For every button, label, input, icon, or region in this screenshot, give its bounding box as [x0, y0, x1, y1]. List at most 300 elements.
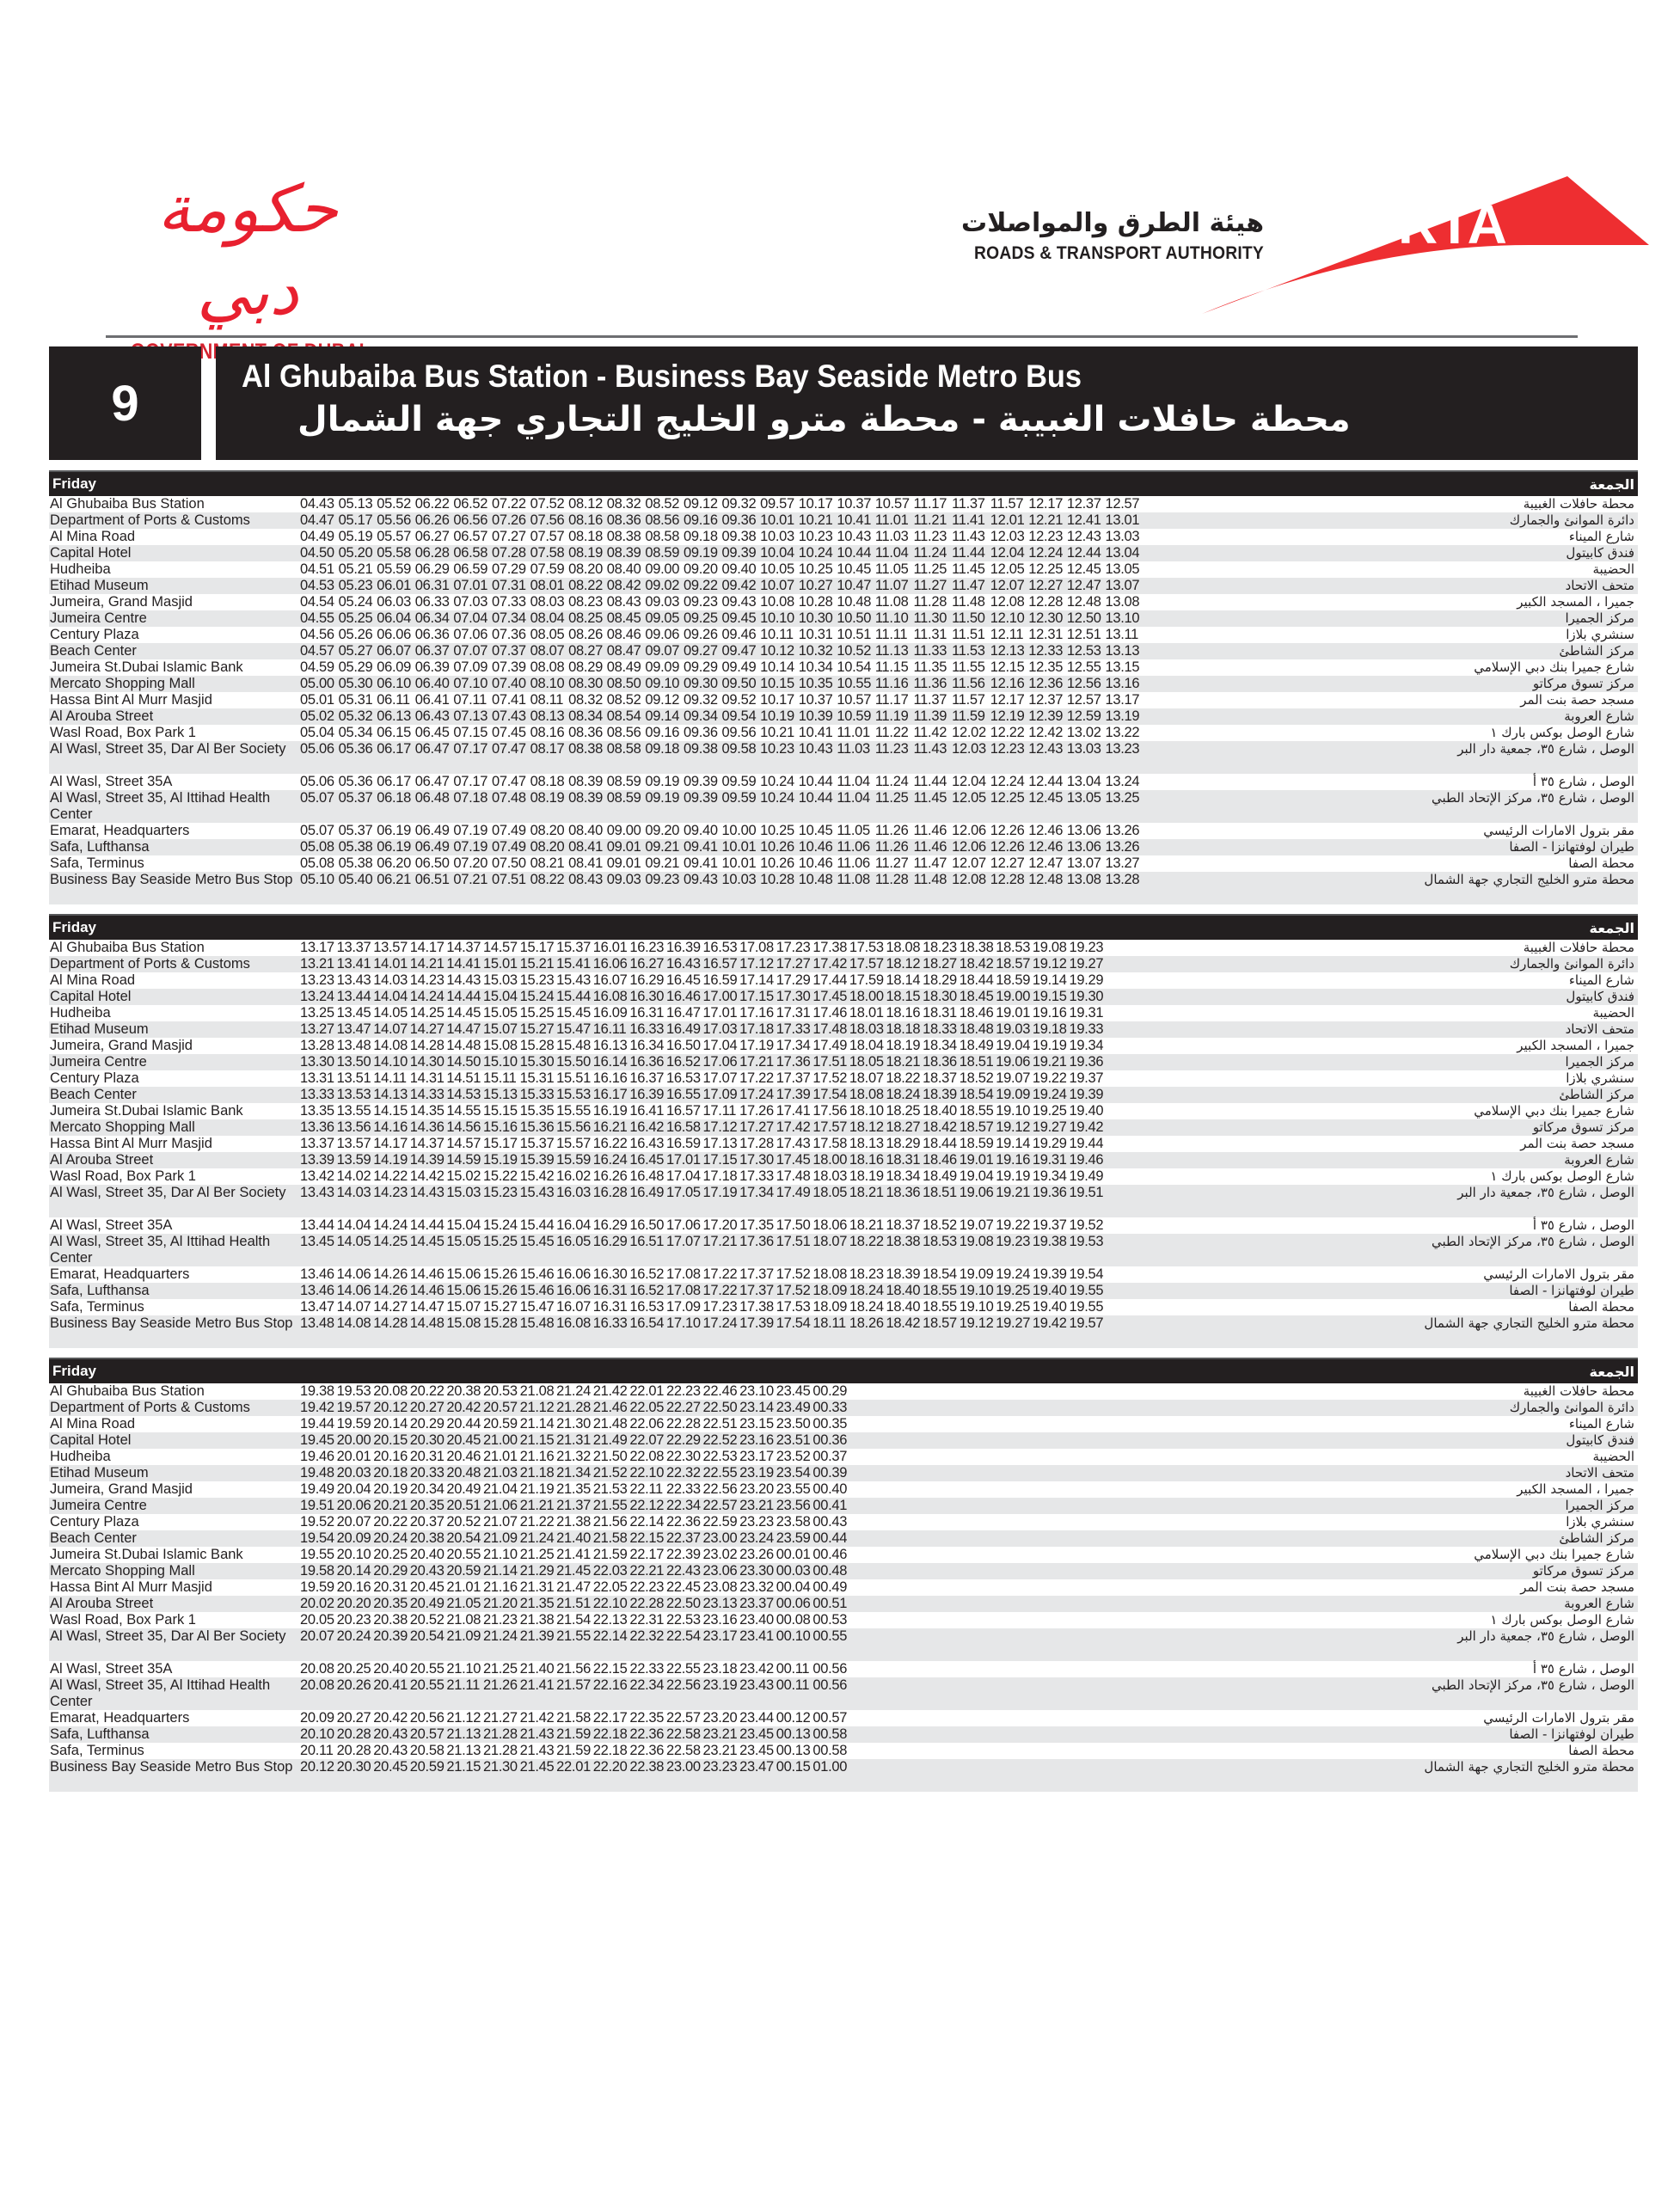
departure-time: 21.24 [482, 1628, 518, 1644]
departure-time: 16.37 [629, 1070, 665, 1086]
departure-time: 15.27 [482, 1299, 518, 1315]
departure-time: 06.33 [414, 594, 450, 610]
stop-name-english: Department of Ports & Customs [50, 512, 250, 528]
departure-time: 17.23 [776, 940, 811, 955]
stop-name-english: Al Wasl, Street 35, Dar Al Ber Society [50, 1628, 286, 1644]
departure-time: 15.43 [519, 1185, 555, 1200]
departure-times [300, 1498, 849, 1514]
departure-time: 08.19 [568, 545, 603, 561]
departure-time: 07.26 [491, 512, 526, 528]
departure-time: 06.52 [453, 496, 488, 512]
departure-time: 13.50 [336, 1054, 371, 1070]
departure-time: 19.44 [300, 1416, 334, 1432]
departure-time: 12.08 [952, 872, 986, 887]
departure-time: 21.01 [482, 1449, 518, 1464]
departure-time: 11.05 [837, 823, 870, 838]
departure-time: 23.37 [739, 1596, 774, 1611]
departure-time: 22.01 [556, 1759, 591, 1775]
departure-time: 21.40 [556, 1530, 591, 1546]
departure-time: 17.51 [776, 1234, 811, 1249]
departure-time: 20.57 [409, 1726, 445, 1742]
departure-time: 11.19 [874, 708, 909, 724]
departure-time: 14.07 [336, 1299, 371, 1315]
departure-time: 20.53 [482, 1383, 518, 1399]
departure-time: 17.57 [812, 1119, 848, 1135]
stop-name-arabic: شارع العروبة [1564, 1152, 1634, 1168]
departure-time: 08.52 [606, 692, 641, 708]
departure-time: 13.23 [300, 972, 334, 988]
departure-time: 22.16 [592, 1677, 628, 1693]
departure-time: 16.45 [629, 1152, 665, 1168]
stop-name-arabic: مركز تسوق مركاتو [1532, 1563, 1634, 1579]
stop-name-english: Jumeira St.Dubai Islamic Bank [50, 659, 243, 675]
departure-times [300, 1530, 849, 1547]
departure-time: 15.23 [482, 1185, 518, 1200]
stop-name-arabic: محطة حافلات الغبيبة [1523, 940, 1634, 955]
departure-time: 22.56 [702, 1481, 738, 1497]
departure-time: 06.20 [377, 855, 411, 871]
departure-time: 13.15 [1105, 659, 1140, 675]
departure-time: 18.22 [849, 1234, 884, 1249]
departure-time: 21.38 [556, 1514, 591, 1530]
departure-time: 17.09 [702, 1087, 738, 1102]
departure-time: 08.19 [530, 790, 565, 806]
departure-time: 06.21 [377, 872, 411, 887]
departure-time: 08.20 [530, 823, 565, 838]
table-row [49, 855, 1638, 872]
table-row [49, 1087, 1638, 1103]
departure-time: 05.17 [338, 512, 373, 528]
departure-time: 08.56 [606, 725, 641, 740]
departure-time: 17.10 [665, 1315, 701, 1331]
departure-times [300, 1266, 1106, 1283]
departure-time: 19.44 [1069, 1136, 1104, 1151]
stop-name-english: Hudheiba [50, 1449, 111, 1464]
departure-time: 08.13 [530, 708, 565, 724]
departure-time: 16.16 [592, 1070, 628, 1086]
departure-time: 19.03 [996, 1021, 1031, 1037]
departure-times [300, 1579, 849, 1596]
departure-time: 08.59 [645, 545, 680, 561]
departure-time: 00.13 [776, 1743, 811, 1758]
departure-time: 19.25 [1032, 1103, 1067, 1119]
departure-time: 01.00 [812, 1759, 848, 1775]
departure-time: 16.49 [665, 1021, 701, 1037]
departure-time: 19.31 [1032, 1152, 1067, 1168]
departure-time: 09.03 [606, 872, 641, 887]
page-header [0, 0, 1680, 344]
departure-time: 23.45 [739, 1743, 774, 1758]
stop-name-english: Jumeira Centre [50, 1054, 147, 1070]
stop-name-arabic: شارع الوصل بوكس بارك ١ [1490, 1168, 1634, 1184]
departure-time: 08.29 [568, 659, 603, 675]
departure-time: 12.45 [1066, 561, 1101, 577]
departure-time: 21.42 [519, 1710, 555, 1726]
departure-time: 10.01 [721, 839, 757, 855]
departure-time: 20.51 [446, 1498, 481, 1513]
departure-time: 20.43 [373, 1726, 408, 1742]
departure-time: 19.25 [996, 1299, 1031, 1315]
departure-time: 05.10 [300, 872, 334, 887]
departure-time: 21.13 [446, 1743, 481, 1758]
departure-time: 08.32 [568, 692, 603, 708]
table-row [49, 708, 1638, 725]
stop-name-arabic: شارع العروبة [1564, 1596, 1634, 1611]
table-row [49, 1217, 1638, 1234]
departure-time: 07.52 [530, 496, 565, 512]
departure-time: 14.47 [409, 1299, 445, 1315]
departure-time: 05.21 [338, 561, 373, 577]
departure-time: 18.52 [923, 1217, 957, 1233]
stop-name-english: Century Plaza [50, 627, 139, 642]
departure-time: 00.11 [776, 1661, 810, 1677]
departure-time: 00.43 [812, 1514, 848, 1530]
departure-time: 14.44 [446, 989, 481, 1004]
departure-time: 05.25 [338, 610, 373, 626]
stop-name-english: Jumeira Centre [50, 1498, 147, 1513]
departure-time: 15.25 [482, 1234, 518, 1249]
departure-time: 12.31 [1028, 627, 1064, 642]
departure-time: 15.51 [556, 1070, 591, 1086]
departure-time: 18.08 [812, 1266, 848, 1282]
stop-name-arabic: شارع جميرا بنك دبي الإسلامي [1474, 1547, 1634, 1562]
departure-time: 16.52 [665, 1054, 701, 1070]
departure-time: 19.45 [300, 1432, 334, 1448]
departure-time: 15.59 [556, 1152, 591, 1168]
departure-time: 11.05 [874, 561, 909, 577]
departure-time: 17.37 [776, 1070, 811, 1086]
departure-time: 11.44 [913, 774, 947, 789]
stop-name-english: Wasl Road, Box Park 1 [50, 725, 196, 740]
departure-time: 13.05 [1105, 561, 1140, 577]
departure-time: 19.53 [336, 1383, 371, 1399]
departure-time: 18.05 [812, 1185, 848, 1200]
departure-time: 19.53 [1069, 1234, 1104, 1249]
departure-time: 10.28 [760, 872, 794, 887]
departure-times [300, 1759, 849, 1792]
departure-time: 15.23 [519, 972, 555, 988]
departure-time: 07.01 [453, 578, 488, 593]
departure-time: 12.56 [1066, 676, 1101, 691]
departure-time: 18.45 [959, 989, 994, 1004]
departure-time: 16.52 [629, 1266, 665, 1282]
stop-name-english: Safa, Lufthansa [50, 839, 150, 855]
departure-time: 20.39 [373, 1628, 408, 1644]
departure-time: 13.53 [336, 1087, 371, 1102]
departure-time: 21.24 [556, 1383, 591, 1399]
stop-name-english: Jumeira St.Dubai Islamic Bank [50, 1103, 243, 1119]
departure-time: 17.57 [849, 956, 884, 972]
departure-time: 21.45 [519, 1759, 555, 1775]
departure-time: 12.46 [1028, 839, 1064, 855]
departure-time: 17.42 [812, 956, 848, 972]
departure-time: 16.46 [665, 989, 701, 1004]
departure-time: 20.54 [409, 1628, 445, 1644]
departure-time: 09.00 [606, 823, 641, 838]
departure-time: 14.45 [409, 1234, 445, 1249]
departure-time: 16.30 [629, 989, 665, 1004]
departure-time: 23.45 [739, 1726, 774, 1742]
departure-time: 08.08 [530, 659, 565, 675]
departure-time: 14.11 [373, 1070, 407, 1086]
stop-name-arabic: مركز تسوق مركاتو [1532, 676, 1634, 691]
departure-time: 18.31 [886, 1152, 921, 1168]
departure-time: 08.59 [606, 774, 641, 789]
departure-time: 06.29 [414, 561, 450, 577]
departure-time: 21.08 [519, 1383, 555, 1399]
departure-time: 13.42 [300, 1168, 334, 1184]
departure-time: 18.25 [886, 1103, 921, 1119]
departure-times [300, 561, 1144, 578]
departure-time: 18.55 [923, 1283, 957, 1298]
departure-time: 06.01 [377, 578, 411, 593]
stop-name-english: Emarat, Headquarters [50, 1266, 190, 1282]
departure-time: 22.17 [592, 1710, 628, 1726]
departure-time: 14.16 [373, 1119, 408, 1135]
departure-time: 22.15 [629, 1530, 665, 1546]
departure-time: 19.39 [1032, 1266, 1067, 1282]
departure-time: 13.06 [1066, 823, 1101, 838]
departure-time: 12.30 [1028, 610, 1064, 626]
departure-time: 15.37 [556, 940, 591, 955]
departure-time: 19.39 [1069, 1087, 1104, 1102]
departure-times [300, 1315, 1106, 1348]
departure-time: 20.48 [446, 1465, 481, 1481]
departure-time: 18.08 [886, 940, 921, 955]
stop-name-english: Al Arouba Street [50, 1596, 154, 1611]
departure-time: 22.10 [629, 1465, 665, 1481]
departure-time: 08.27 [568, 643, 603, 659]
departure-time: 06.06 [377, 627, 411, 642]
departure-time: 23.49 [776, 1400, 811, 1415]
departure-time: 18.48 [959, 1021, 994, 1037]
departure-time: 19.42 [1069, 1119, 1104, 1135]
departure-time: 12.57 [1105, 496, 1140, 512]
timetable-friday-afternoon [49, 914, 1638, 1348]
departure-time: 18.12 [886, 956, 921, 972]
departure-time: 22.45 [665, 1579, 701, 1595]
departure-time: 08.01 [530, 578, 565, 593]
departure-time: 14.30 [409, 1054, 445, 1070]
departure-time: 18.53 [923, 1234, 957, 1249]
departure-time: 18.39 [923, 1087, 957, 1102]
departure-time: 17.09 [665, 1299, 701, 1315]
departure-time: 16.36 [629, 1054, 665, 1070]
departure-time: 07.20 [453, 855, 488, 871]
stop-name-arabic: جميرا ، المسجد الكبير [1517, 594, 1634, 610]
departure-time: 12.23 [990, 741, 1025, 757]
departure-time: 14.43 [446, 972, 481, 988]
departure-time: 10.50 [837, 610, 872, 626]
departure-time: 12.33 [1028, 643, 1064, 659]
departure-time: 18.26 [849, 1315, 884, 1331]
departure-time: 12.37 [1066, 496, 1101, 512]
departure-time: 09.01 [606, 855, 641, 871]
departure-time: 09.43 [683, 872, 718, 887]
departure-time: 07.19 [453, 839, 488, 855]
departure-time: 15.19 [482, 1152, 518, 1168]
departure-time: 18.31 [923, 1005, 957, 1021]
departure-time: 06.50 [414, 855, 450, 871]
departure-time: 10.26 [760, 855, 794, 871]
stop-name-english: Capital Hotel [50, 1432, 132, 1448]
departure-time: 23.54 [776, 1465, 811, 1481]
table-row [49, 1432, 1638, 1449]
stop-name-arabic: طيران لوفتهانزا - الصفا [1509, 1726, 1634, 1742]
departure-time: 20.08 [300, 1661, 334, 1677]
departure-time: 21.12 [446, 1710, 481, 1726]
departure-time: 18.29 [886, 1136, 921, 1151]
departure-time: 18.44 [959, 972, 994, 988]
departure-time: 09.10 [645, 676, 680, 691]
stop-name-arabic: محطة الصفا [1568, 1299, 1634, 1315]
departure-time: 21.51 [556, 1596, 591, 1611]
departure-time: 06.04 [377, 610, 411, 626]
departure-time: 11.46 [913, 839, 947, 855]
departure-time: 20.55 [409, 1677, 445, 1693]
departure-time: 05.02 [300, 708, 334, 724]
stop-name-arabic: سنشري بلازا [1566, 1070, 1634, 1086]
departure-time: 07.50 [491, 855, 526, 871]
departure-time: 09.27 [683, 643, 718, 659]
departure-times [300, 790, 1144, 823]
route-title-arabic: محطة حافلات الغبيبة - محطة مترو الخليج التجاري جهة الشمال [297, 400, 1351, 439]
departure-time: 10.21 [798, 512, 833, 528]
departure-time: 11.28 [874, 872, 909, 887]
departure-time: 21.54 [556, 1612, 591, 1628]
departure-time: 20.43 [409, 1563, 445, 1579]
departure-time: 22.59 [702, 1514, 738, 1530]
departure-times [300, 1103, 1106, 1119]
departure-times [300, 823, 1144, 839]
departure-time: 05.36 [338, 741, 373, 757]
departure-time: 15.24 [482, 1217, 518, 1233]
departure-time: 21.49 [592, 1432, 628, 1448]
departure-time: 15.15 [482, 1103, 518, 1119]
departure-time: 09.52 [721, 692, 757, 708]
departure-time: 12.15 [990, 659, 1025, 675]
departure-time: 22.27 [665, 1400, 701, 1415]
departure-time: 07.51 [491, 872, 526, 887]
departure-time: 21.58 [592, 1530, 628, 1546]
table-row [49, 1710, 1638, 1726]
departure-time: 17.58 [812, 1136, 848, 1151]
departure-time: 10.17 [798, 496, 833, 512]
departure-time: 11.57 [990, 496, 1024, 512]
departure-time: 20.59 [482, 1416, 518, 1432]
departure-time: 21.01 [446, 1579, 481, 1595]
departure-times [300, 708, 1144, 725]
departure-times [300, 872, 1144, 904]
departure-time: 17.39 [776, 1087, 811, 1102]
departure-time: 22.03 [592, 1563, 628, 1579]
departure-time: 18.46 [923, 1152, 957, 1168]
stop-name-english: Etihad Museum [50, 1021, 149, 1037]
departure-time: 06.19 [377, 839, 411, 855]
departure-time: 14.08 [336, 1315, 371, 1331]
departure-time: 05.08 [300, 855, 334, 871]
departure-time: 12.26 [990, 839, 1025, 855]
stop-name-arabic: شارع الوصل بوكس بارك ١ [1490, 725, 1634, 740]
departure-time: 09.16 [683, 512, 718, 528]
stop-name-arabic: شارع الميناء [1568, 1416, 1634, 1432]
departure-time: 09.46 [721, 627, 757, 642]
departure-time: 14.48 [446, 1038, 481, 1053]
departure-time: 08.04 [530, 610, 565, 626]
day-label-english: Friday [52, 1363, 97, 1379]
table-row [49, 545, 1638, 561]
departure-time: 12.39 [1028, 708, 1064, 724]
departure-times [300, 1168, 1106, 1185]
departure-time: 09.19 [645, 790, 680, 806]
departure-time: 18.04 [849, 1038, 884, 1053]
departure-time: 20.35 [373, 1596, 408, 1611]
departure-time: 08.34 [568, 708, 603, 724]
stop-name-english: Al Wasl, Street 35, Dar Al Ber Society [50, 1185, 286, 1200]
departure-time: 06.47 [414, 741, 450, 757]
departure-time: 05.37 [338, 823, 373, 838]
departure-time: 11.56 [952, 676, 985, 691]
departure-time: 11.48 [913, 872, 947, 887]
departure-time: 19.15 [1032, 989, 1067, 1004]
departure-time: 10.25 [760, 823, 794, 838]
departure-time: 09.38 [683, 741, 718, 757]
departure-time: 05.08 [300, 839, 334, 855]
departure-time: 21.18 [519, 1465, 555, 1481]
departure-time: 21.41 [519, 1677, 555, 1693]
departure-time: 15.42 [519, 1168, 555, 1184]
departure-time: 08.22 [568, 578, 603, 593]
departure-time: 12.55 [1066, 659, 1101, 675]
departure-times [300, 1234, 1106, 1266]
departure-time: 17.59 [849, 972, 884, 988]
departure-time: 23.23 [739, 1514, 774, 1530]
departure-time: 08.12 [568, 496, 603, 512]
departure-time: 12.53 [1066, 643, 1101, 659]
departure-time: 11.46 [913, 823, 947, 838]
departure-time: 16.08 [556, 1315, 591, 1331]
departure-time: 00.15 [776, 1759, 811, 1775]
stop-name-english: Al Wasl, Street 35A [50, 1217, 173, 1233]
departure-time: 16.24 [592, 1152, 628, 1168]
departure-time: 19.12 [1032, 956, 1067, 972]
departure-time: 15.35 [519, 1103, 555, 1119]
departure-time: 17.24 [739, 1087, 774, 1102]
departure-time: 19.37 [1032, 1217, 1067, 1233]
departure-time: 15.01 [482, 956, 518, 972]
departure-time: 14.13 [373, 1087, 408, 1102]
departure-time: 17.26 [739, 1103, 774, 1119]
departure-time: 10.43 [798, 741, 833, 757]
departure-time: 09.54 [721, 708, 757, 724]
departure-time: 19.38 [1032, 1234, 1067, 1249]
departure-time: 17.05 [665, 1185, 701, 1200]
departure-time: 16.55 [665, 1087, 701, 1102]
departure-time: 11.08 [874, 594, 909, 610]
departure-time: 13.03 [1066, 741, 1101, 757]
departure-time: 21.38 [519, 1612, 555, 1628]
departure-time: 05.29 [338, 659, 373, 675]
departure-time: 20.07 [300, 1628, 334, 1644]
departure-time: 20.59 [409, 1759, 445, 1775]
departure-time: 13.36 [300, 1119, 334, 1135]
departure-time: 12.44 [1028, 774, 1064, 789]
departure-time: 00.46 [812, 1547, 848, 1562]
table-row [49, 989, 1638, 1005]
departure-time: 05.32 [338, 708, 373, 724]
departure-time: 18.08 [849, 1087, 884, 1102]
departure-time: 20.07 [336, 1514, 371, 1530]
